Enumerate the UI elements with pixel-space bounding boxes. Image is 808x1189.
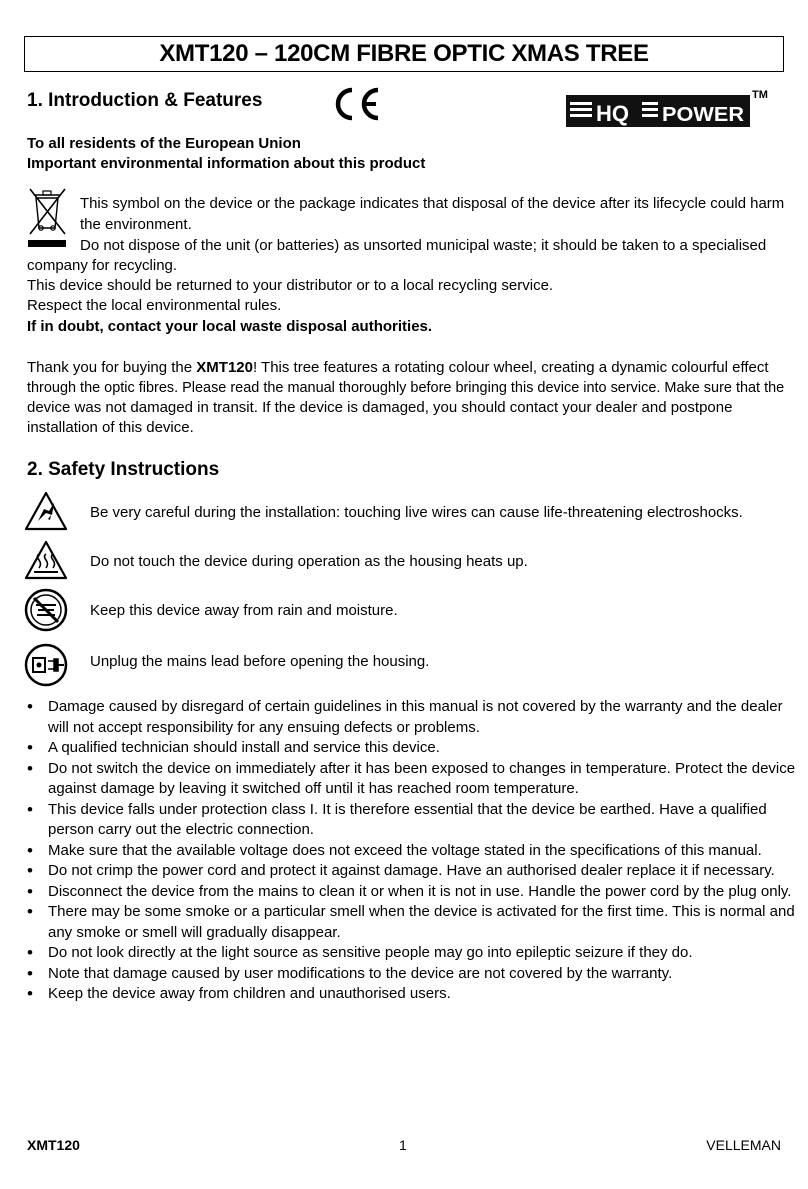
bullet-item [27, 943, 787, 964]
bullet-item [27, 964, 787, 985]
no-rain-moisture-icon [24, 588, 68, 632]
env-line-5: This device should be returned to your distributor or to a local recycling service. [27, 277, 554, 294]
bullet-item [27, 697, 787, 738]
thanks-line-4: installation of this device. [27, 419, 194, 436]
unplug-mains-icon [24, 643, 68, 687]
safety-bullet-list [27, 697, 796, 1005]
bullet-item [27, 861, 787, 882]
env-info-line: Important environmental information about this product [27, 155, 426, 172]
bullet-item [27, 882, 792, 903]
env-line-1: This symbol on the device or the package indicates that disposal of the device after its lifecycle could harm [80, 195, 785, 212]
thanks-line-3: device was not damaged in transit. If the device is damaged, you should contact your dealer and postpone [27, 399, 733, 416]
bullet-line: Note that damage caused by user modifications to the device are not covered by the warranty. [48, 964, 673, 982]
bullet-line: any smoke or smell will gradually disappear. [48, 923, 341, 941]
trademark-label: TM [752, 89, 768, 101]
bullet-item [27, 800, 787, 841]
thanks-model: XMT120 [196, 359, 253, 376]
safety-icon-text-1: Be very careful during the installation: touching live wires can cause life-threatening electroshocks. [90, 504, 743, 521]
env-line-2: the environment. [80, 216, 192, 233]
electric-shock-warning-icon [24, 491, 68, 531]
svg-text:POWER: POWER [662, 104, 745, 126]
document-title-box [24, 36, 784, 72]
env-line-4: company for recycling. [27, 257, 178, 274]
svg-text:HQ: HQ [596, 101, 629, 126]
safety-icon-text-4: Unplug the mains lead before opening the housing. [90, 653, 430, 670]
hq-power-logo [566, 89, 768, 129]
weee-bin-icon [25, 184, 69, 250]
safety-icon-text-2: Do not touch the device during operation as the housing heats up. [90, 553, 528, 570]
env-line-3: Do not dispose of the unit (or batteries) as unsorted municipal waste; it should be taken to a specialised [80, 237, 767, 254]
section-1-heading: 1. Introduction & Features [27, 90, 263, 111]
footer-brand: VELLEMAN [706, 1137, 781, 1153]
env-bold-line: If in doubt, contact your local waste disposal authorities. [27, 318, 433, 335]
footer-page-number: 1 [399, 1137, 407, 1153]
thanks-line-2: through the optic fibres. Please read the manual thoroughly before bringing this device into service. Make sure that the [27, 379, 785, 396]
thanks-pre: Thank you for buying the [27, 359, 197, 376]
env-line-6: Respect the local environmental rules. [27, 297, 282, 314]
bullet-line: Do not look directly at the light source as sensitive people may go into epileptic seizure if they do. [48, 944, 693, 961]
bullet-line: Make sure that the available voltage does not exceed the voltage stated in the specifications of this manual. [48, 841, 762, 859]
bullet-line: This device falls under protection class I. It is therefore essential that the device be earthed. Have a qualified [48, 800, 767, 818]
bullet-line: There may be some smoke or a particular smell when the device is activated for the first time. This is normal and [48, 903, 795, 920]
bullet-line: Do not crimp the power cord and protect it against damage. Have an authorised dealer replace it if necessary. [48, 862, 775, 879]
section-2-heading: 2. Safety Instructions [27, 459, 220, 480]
safety-icon-text-3: Keep this device away from rain and moisture. [90, 602, 398, 619]
bullet-line: will not accept responsibility for any ensuing defects or problems. [48, 718, 480, 736]
bullet-line: Keep the device away from children and unauthorised users. [48, 985, 451, 1002]
footer-model: XMT120 [27, 1137, 80, 1153]
bullet-line: Damage caused by disregard of certain guidelines in this manual is not covered by the warranty and the dealer [48, 698, 783, 715]
bullet-item [27, 902, 795, 943]
ce-mark-icon [330, 84, 382, 124]
thanks-line-1 [27, 358, 769, 379]
bullet-item [27, 759, 796, 800]
bullet-item [27, 984, 787, 1005]
hot-surface-warning-icon [24, 540, 68, 580]
thanks-post: ! This tree features a rotating colour wheel, creating a dynamic colourful effect [252, 359, 769, 376]
bullet-item [27, 738, 787, 759]
bullet-line: against damage by leaving it switched off until it has reached room temperature. [48, 780, 579, 797]
ce-mark-text: CE [330, 84, 332, 85]
bullet-line: Disconnect the device from the mains to clean it or when it is not in use. Handle the power cord by the plug only. [48, 882, 792, 900]
bullet-item [27, 841, 787, 862]
document-title: XMT120 – 120CM FIBRE OPTIC XMAS TREE [159, 40, 649, 67]
bullet-line: A qualified technician should install and service this device. [48, 739, 440, 756]
bullet-line: Do not switch the device on immediately after it has been exposed to changes in temperature. Protect the device [48, 759, 796, 777]
eu-residents-line: To all residents of the European Union [27, 135, 301, 152]
bullet-line: person carry out the electric connection. [48, 821, 314, 838]
